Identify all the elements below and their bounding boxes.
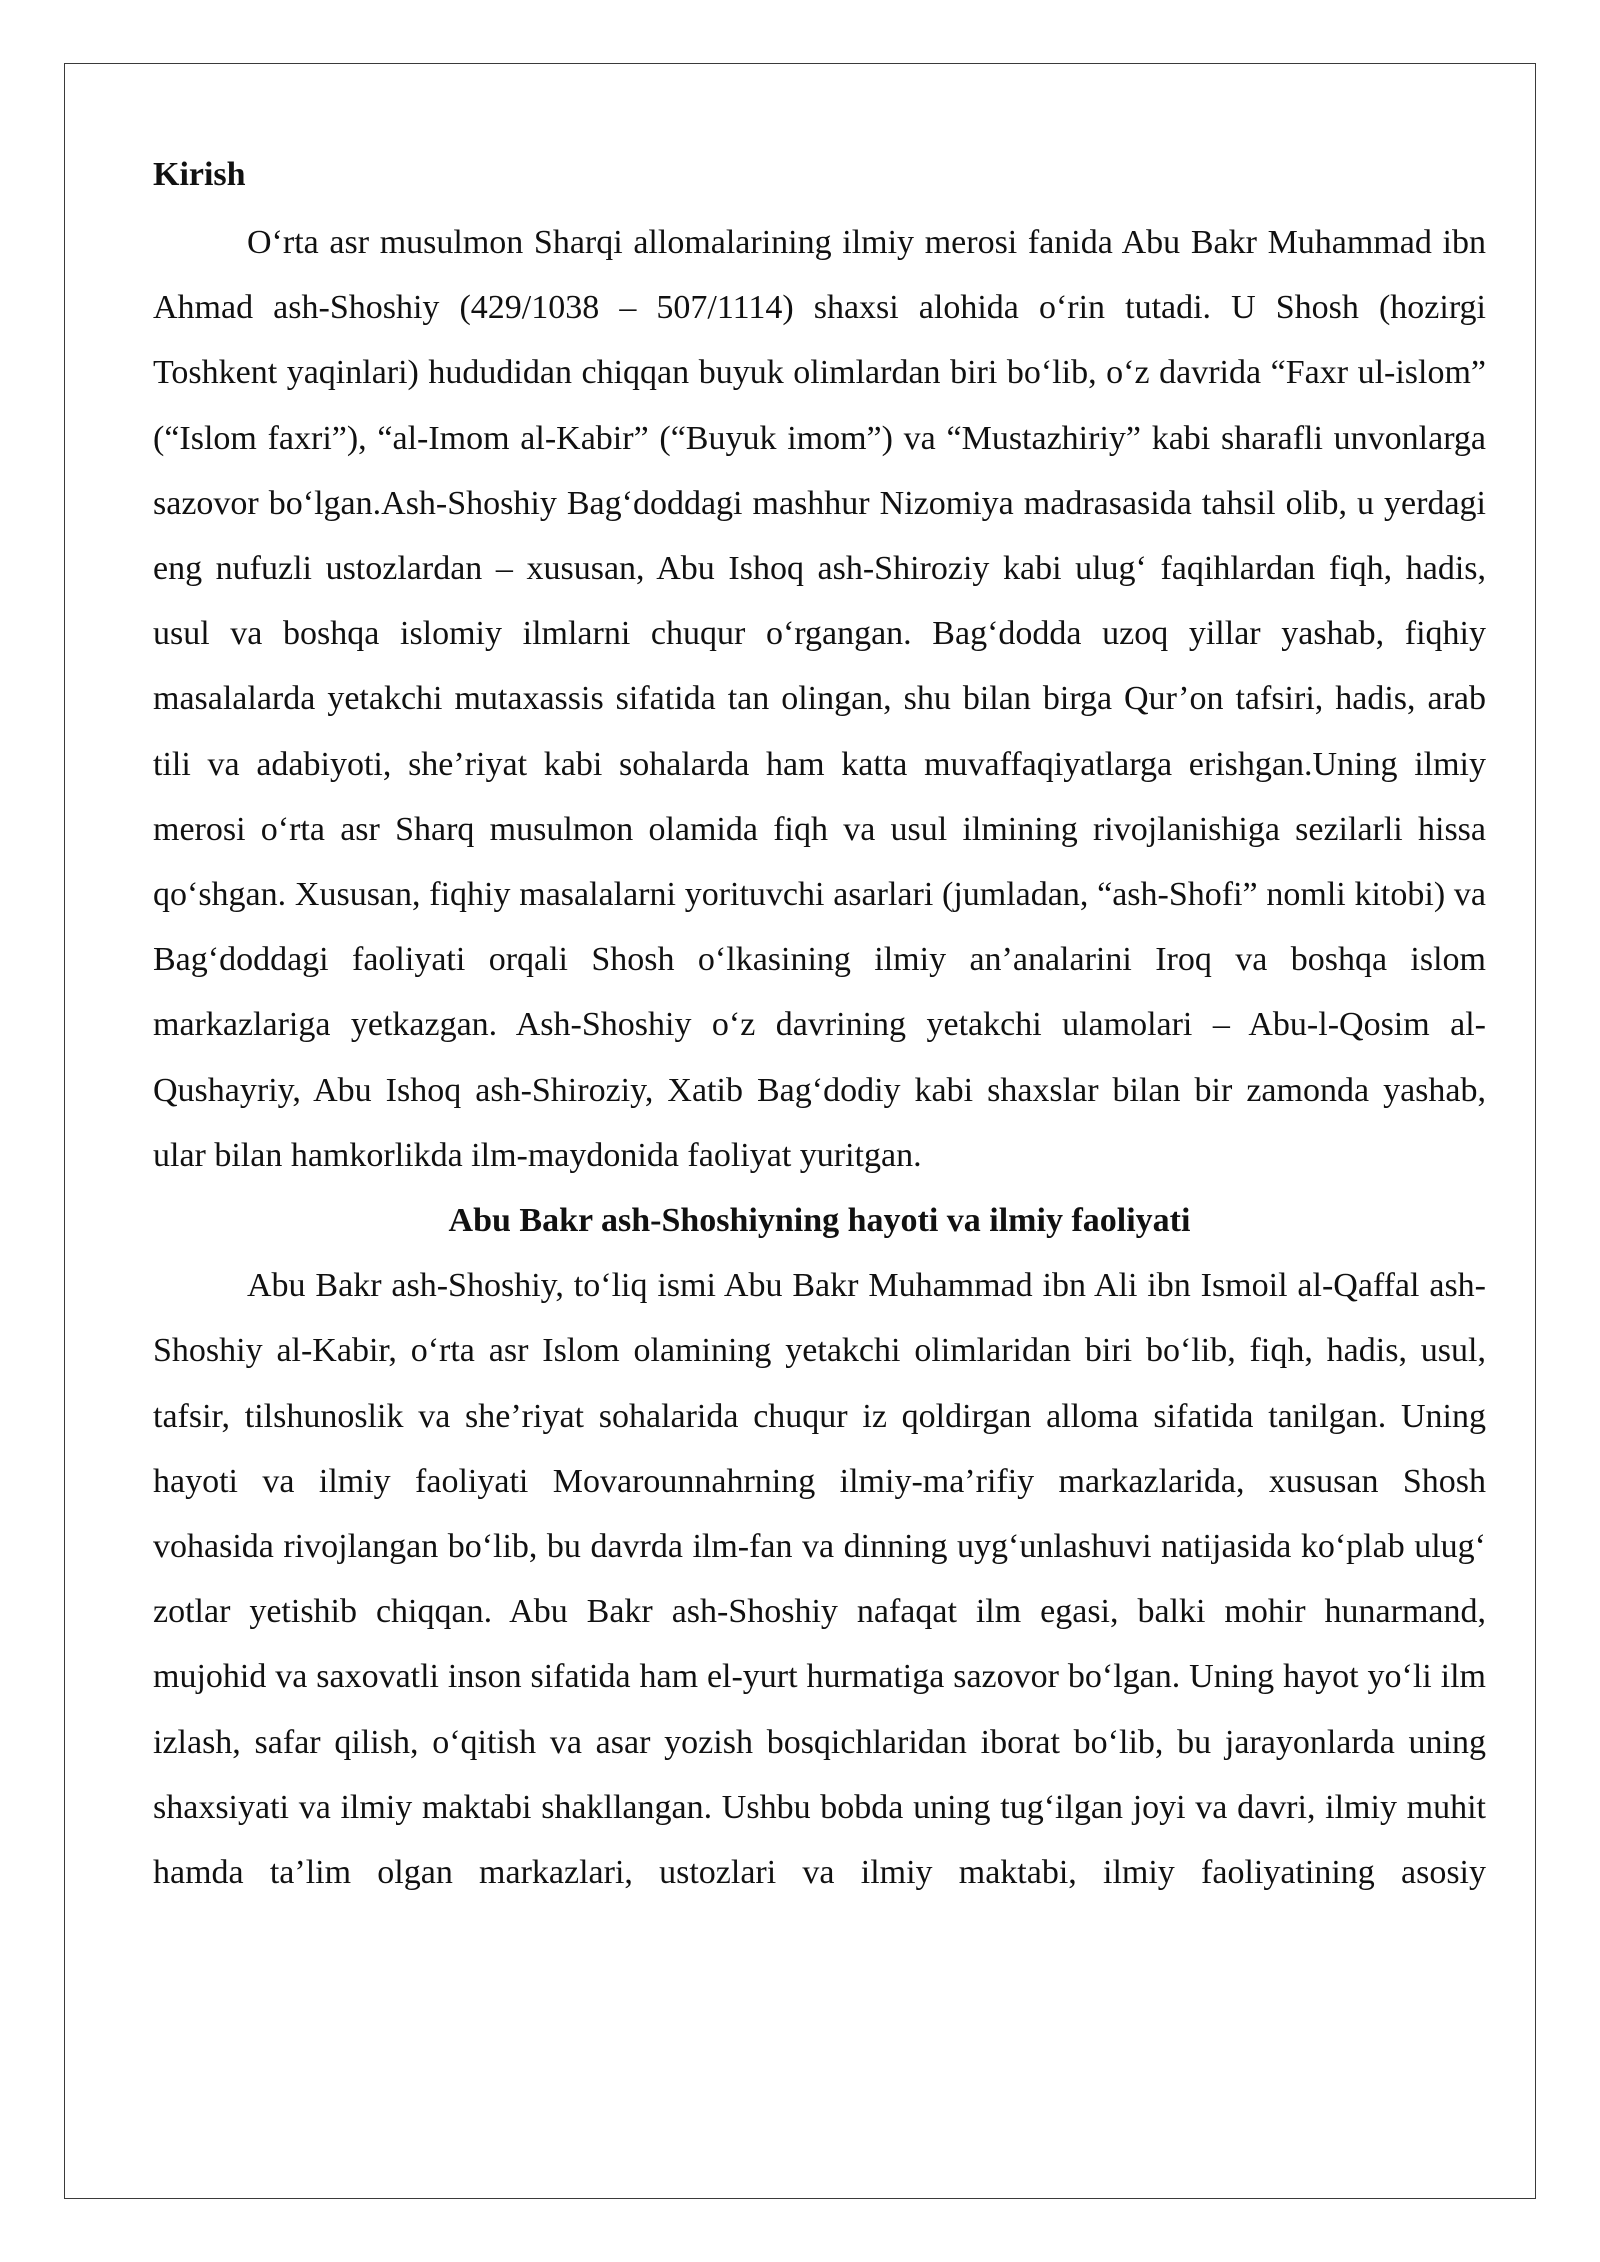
intro-heading: Kirish <box>153 156 246 193</box>
section-heading: Abu Bakr ash-Shoshiyning hayoti va ilmiy faoliyati <box>448 1202 1191 1240</box>
document-body <box>153 140 1486 1905</box>
section-paragraph: Abu Bakr ash-Shoshiy, to‘liq ismi Abu Bakr Muhammad ibn Ali ibn Ismoil al-Qaffal ash-Shoshiy al-Kabir, o‘rta asr Islom olamining yetakchi olimlaridan biri bo‘lib, fiqh, hadis, usul, tafsir, tilshunoslik va she’riyat sohalarida chuqur iz qoldirgan alloma sifatida tanilgan. Uning hayoti va ilmiy faoliyati Movarounnahrning ilmiy-ma’rifiy markazlarida, xususan Shosh vohasida rivojlangan bo‘lib, bu davrda ilm-fan va dinning uyg‘unlashuvi natijasida ko‘plab ulug‘ zotlar yetishib chiqqan. Abu Bakr ash-Shoshiy nafaqat ilm egasi, balki mohir hunarmand, mujohid va saxovatli inson sifatida ham el-yurt hurmatiga sazovor bo‘lgan. Uning hayot yo‘li ilm izlash, safar qilish, o‘qitish va asar yozish bosqichlaridan iborat bo‘lib, bu jarayonlarda uning shaxsiyati va ilmiy maktabi shakllangan. Ushbu bobda uning tug‘ilgan joyi va davri, ilmiy muhit hamda ta’lim olgan markazlari, ustozlari va ilmiy maktabi, ilmiy faoliyatining asosiy <box>153 1267 1486 1892</box>
intro-paragraph: O‘rta asr musulmon Sharqi allomalarining ilmiy merosi fanida Abu Bakr Muhammad ibn Ahmad ash-Shoshiy (429/1038 – 507/1114) shaxsi alohida o‘rin tutadi. U Shosh (hozirgi Toshkent yaqinlari) hududidan chiqqan buyuk olimlardan biri bo‘lib, o‘z davrida “Faxr ul-islom” (“Islom faxri”), “al-Imom al-Kabir” (“Buyuk imom”) va “Mustazhiriy” kabi sharafli unvonlarga sazovor bo‘lgan.Ash-Shoshiy Bag‘doddagi mashhur Nizomiya madrasasida tahsil olib, u yerdagi eng nufuzli ustozlardan – xususan, Abu Ishoq ash-Shiroziy kabi ulug‘ faqihlardan fiqh, hadis, usul va boshqa islomiy ilmlarni chuqur o‘rgangan. Bag‘dodda uzoq yillar yashab, fiqhiy masalalarda yetakchi mutaxassis sifatida tan olingan, shu bilan birga Qur’on tafsiri, hadis, arab tili va adabiyoti, she’riyat kabi sohalarda ham katta muvaffaqiyatlarga erishgan.Uning ilmiy merosi o‘rta asr Sharq musulmon olamida fiqh va usul ilmining rivojlanishiga sezilarli hissa qo‘shgan. Xususan, fiqhiy masalalarni yorituvchi asarlari (jumladan, “ash-Shofi” nomli kitobi) va Bag‘doddagi faoliyati orqali Shosh o‘lkasining ilmiy an’analarini Iroq va boshqa islom markazlariga yetkazgan. Ash-Shoshiy o‘z davrining yetakchi ulamolari – Abu-l-Qosim al-Qushayriy, Abu Ishoq ash-Shiroziy, Xatib Bag‘dodiy kabi shaxslar bilan bir zamonda yashab, ular bilan hamkorlikda ilm-maydonida faoliyat yuritgan. <box>153 224 1486 1174</box>
